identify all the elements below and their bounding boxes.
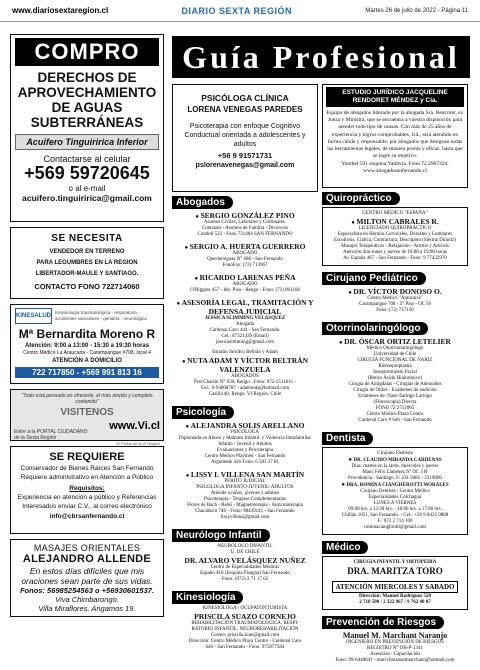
masajes-body: En estos días difíciles que mis oraciones sean parte de sus vidas. [21,566,153,586]
guide-column-b [322,84,468,668]
compro-contact-label: Contactarse al celular [43,154,131,164]
listing-line: lissyvillena@gmail.com [220,515,270,520]
listing-dentistas [322,447,468,535]
listing-line: Rinoseptoplastía [378,364,412,369]
listing-line: Especialista en Hernias Cervicales, Dorsales y Lumbares [338,232,452,237]
listing-line: REHABILITACIÓN TRAUMATOLÓGICA, RESPI- [191,621,299,626]
listing-line: jessicaslimming@gmail.com [215,340,275,345]
listing-name: ● LISSY I. VILLENA SAN MARTÍN [172,470,318,479]
psicologa-name: LORENA VENEGAS PAREDES [187,105,303,114]
listing-line: Chacabuco 746 - Fono: 98439141 - San Fernando [195,509,295,514]
masajes-title: MASAJES ORIENTALES [33,543,141,553]
kinesalud-hours: Atención: 9:00 a 13:00 - 15:30 a 19:30 horas [24,343,150,349]
listing-line: Dirección: Centro Médico Playa Centro - Cardenal Caro [188,639,302,644]
paper-name: DIARIO SEXTA REGIÓN [181,5,293,16]
requiere-body: Conservador de Bienes Raíces San Fernando Requiere administrativo en Atención a Público [20,465,154,481]
listing-line: Psicoterapia - Terapias Complementarias [204,497,286,502]
kinesalud-phones: 722 717850 - +569 991 813 16 [15,367,159,378]
listing-marchant [322,631,468,664]
psicologa-email[interactable]: pslorenavenegas@gmail.com [195,162,295,169]
page-header [0,0,480,22]
listing-line: Abogada [235,322,255,327]
listing-line: Infanto - Juvenil y Adultos [218,442,272,447]
listing-name: DR. ALVARO VELÁSQUEZ NUÑEZ [184,556,306,565]
kinesalud-logo [15,308,159,324]
ad-se-necesita [10,227,164,299]
masajes-phones: Fonos: 56985254563 o +56930601537. [19,586,155,595]
listing-ortiz [322,337,468,424]
listing-line[interactable]: rominacianghrotti@gmail.com [364,525,426,530]
listing-line: Asesorías - Capacitación [370,652,420,657]
section-dentista: Dentista [322,432,373,445]
listing-line: Atención días lunes y jueves de 16:00 a 19:00 horas [342,250,447,255]
section-medico: Médico [322,541,368,554]
listing-solis [172,421,318,466]
listing-line: Chillán 1051, San Fernando. - Cel.: +56 9 8423 9888 [341,513,449,518]
listing-name: ● ASESORÍA LEGAL, TRAMITACIÓN Y DEFENSA JUDICIAL [172,298,318,316]
listing-line: CIRUGÍA FUNCIONAL DE NARIZ [357,358,433,363]
ad-visitenos [10,389,164,446]
site-url[interactable]: www.diariosextaregion.cl [12,6,109,15]
necesita-contact: CONTACTO FONO 722714060 [34,282,140,291]
section-abogados: Abogados [172,196,233,209]
listing-name: ● DR. CLAUDIO MIRANDA CARDENAS [326,457,464,464]
guia-title: Guía Profesional [172,36,470,78]
listing-line: Manc Félix Lámenez Nº Of. 3 H [362,470,428,475]
listing-line: (Fibroscopía) Directa [373,400,417,405]
listing-line: O'Higgins 457 - Ido. Piso - Rengo - Fono: (72) 961168 [190,288,300,293]
section-psicologia: Psicología [172,406,234,419]
listing-line: F.: 072 2 714 100 [377,519,413,524]
listing-line: Centro Médico Plaza Centro [366,412,424,417]
estudio-juridico-box [322,84,468,188]
listing-line: NEUROLOGO INFANTIL [217,544,273,549]
listing-line: PSICOLOGA INFANTO-JUVENIL-ADULTOS [196,485,294,490]
listing-line: Cirujano Dentista - Centro Médico [360,489,430,494]
listing-line: Argomedo 426 Fono: 6 583 37 81 [211,460,279,465]
listing-line: Casilla 40. Rengo. VI Región. Chile [208,392,282,397]
listing-line: Escoliosis, Ciática, Contractura, Descopoto (Sierma Dinnitz) [334,238,456,243]
kinesalud-logo-mark: KINESALUD [15,308,52,324]
listing-line: PERITO JUDICIAL [224,479,266,484]
compro-body: DERECHOS DE APROVECHAMIENTO DE AGUAS SUBTERRÁNEAS [17,70,157,130]
listing-line: Cel.: 9-94008787 - adamnuta@hotmail.com [200,386,290,391]
listing-line: CIRUGIA INFANTIL Y ORTOPEDIA [353,560,437,565]
listing-line: Cardenal Caro # 646 - San Fernando [358,418,432,423]
listing-line: Fono: (072) 2 71 17 62 [221,577,269,582]
listing-line: Españo 410 (Esquina Pisagua) San Fernando [200,571,290,576]
listing-line: Providencia - Santiago. F: 231 9481 - 2319606 [348,476,442,481]
kinesalud-home-service: ATENCIÓN A DOMICILIO [52,358,122,364]
listing-name: ● SERGIO GONZÁLEZ PINO [172,211,318,220]
listing-name: ● RICARDO LARENAS PEÑA [172,273,318,282]
ad-kinesalud [10,304,164,384]
listing-villena [172,470,318,521]
listing-line: Carampangue 708 - 5° Piso - Of. 56 [359,302,431,307]
listing-line: (Retiro Ácido Hialurónico) [367,376,423,381]
listing-line: Centro Médico Playmed - San Fernando [204,454,286,459]
listing-line: REGISTRO N° OH-P-1341 [367,646,423,651]
listing-name: ● MILTON CABRALES R. [326,217,464,226]
listing-line: Días: martes en la tarde, miércoles y jueves [351,464,439,469]
listing-line: Inseptormiento Facial [373,370,417,375]
listing-line: Quechereguas N° 688 - San Fernando [207,257,283,262]
necesita-line-3: LIBERTADOR-MAULE Y SANTIAGO. [35,271,139,277]
masajes-name: ALEJANDRO ALLENDE [22,553,152,565]
compro-title: COMPRO [15,38,159,66]
listing-name: DRA. MARITZA TORO [347,566,443,576]
section-quiropractico: Quiropráctico [322,192,400,205]
requiere-req-body: Experiencia en atención a público y Referencias Interesados enviar C.V., al correo electrónico [17,494,157,510]
psicologa-desc: Psicoterapia con enfoque Cognitivo Conductual orientada a adolescentes y adultos [184,123,306,148]
ad-se-requiere [10,446,164,534]
section-neurologo: Neurólogo Infantil [172,529,270,542]
listing-toro [322,556,468,610]
listing-name: PRISCILA SUAZO CORNEJO [194,612,296,621]
listing-line: Cirujano Dentista [377,451,413,456]
issue-date: Martes 26 de julio de 2022 - Página 11 [365,7,468,14]
necesita-title: SE NECESITA [51,233,123,244]
listing-line: Universidad de Chile [373,352,417,357]
listing-line: CENTRO MÉDICO "ESPAÑA" [362,211,428,216]
compro-email[interactable]: acuifero.tinguiririca@gmail.com [22,193,152,203]
section-kinesiologia: Kinesiología [172,591,243,604]
listing-line: Fono: 99-6448841 - marcchmanuelmarchant@hotmail.com [335,658,455,663]
listing-line: Condell 522 - Fono 731464 SAN FERNANDO [197,232,293,237]
listing-line: PSICÓLOGA [230,430,260,435]
necesita-line-1: VENDEDOR EN TERRENO [49,249,125,255]
visitenos-url[interactable]: www.Vi.cl [109,420,160,432]
listing-line: Cel.: 87321439 (Email) [221,334,269,339]
psicologa-box [172,84,318,192]
visitenos-label: Entre a la PORTAL CIUDADANO de la Sexta Región [14,429,88,441]
listing-line: Especialidades Colchagua [368,495,422,500]
listing-name: ● NUTA ADAM Y VÍCTOR BELTRÁN VALENZUELA [172,356,318,374]
listing-line: RATORIO INFANTIL, NEUROREHABILITACIÓN [191,627,299,632]
listing-line: 09:00 hrs. a 13:30 hrs. - 16:00 hrs. a 17:00 hrs. [348,507,442,512]
listing-line: ABOGADOS [231,374,259,379]
listing-slimming [172,298,318,346]
listing-line: Centro de Especialidades Médicas [210,565,280,570]
visitenos-quote: "Todo está pensado en ofrecerle, el más amplio y completo contenido" [21,393,153,405]
attention-stamp: ATENCIÓN MIERCOLES Y SABADO [332,581,459,593]
section-cirujano-pediatrico: Cirujano Pediátrico [322,272,426,285]
listing-line: Dirección: Manuel Rodríguez 520 [359,594,431,599]
listing-line: Evaluaciones y Psicoterapia [216,448,274,453]
compro-phone: +569 59720645 [24,163,150,183]
requiere-title: SE REQUIERE [49,451,125,463]
listing-beltran-adam [172,350,318,398]
listing-line: LUNES A VIERNES [373,501,417,506]
listing-line: LICENCIADO QUIROPRÁCTICO [358,226,432,231]
listing-line: U. DE CHILE [230,550,260,555]
estudio-web[interactable]: www.abogadosanfernando.cl [363,168,427,175]
section-otorrino: Otorrinolaringólogo [322,322,428,335]
listing-gonzalez [172,211,318,238]
left-ads-column [10,34,164,622]
listing-line: Médico Otorrinolaringólogo [366,346,424,351]
compro-company: Acuifero Tinguiririca Inferior [15,134,159,150]
necesita-line-2: PARA LEGUMBRES EN LA REGION [36,260,138,266]
listing-line: 2 718 500 / 2 322 967 / 9 762 48 07 [359,600,431,605]
requiere-req-head: Requisitos: [69,485,105,492]
listing-line: Flores de Bach - Reiki - Magnetoterapia - Auriculoterapia [187,503,303,508]
listing-line: Asuntos Civiles, Laborales y Criminales. [203,220,287,225]
listing-line: JESSICA SLIMMING VELASQUEZ [204,316,286,321]
kinesalud-name: Mª Bernardita Moreno R [18,327,156,341]
estudio-head: ESTUDIO JURÍDICO JACQUELINE RENDORET MÉNDEZ y Cía. [326,87,464,107]
listing-line: Centro Médico "Araucaria" [367,296,423,301]
listing-line: Correo: priscilla.kine@gmail.com [210,633,280,638]
estudio-address: Yumbel 591 esquina Valdivia. Fono 72.2967424. [341,161,449,168]
listing-velasquez [172,544,318,583]
listing-line: Cirugía de Amígdalas - Cirugías de Adenoides [348,382,442,387]
masajes-addr-1: Viva Chimbarongo. [55,595,119,604]
listing-line: Masajes Terapéuticos - Relajación - Artritis y Artrosis [341,244,449,249]
masajes-addr-2: Villa Miraflores. Angamos 19. [38,604,136,613]
kinesalud-tags: Kinesiología traumatológica - respiratoria - accidentes vasculares - geriatria - neurológica [55,310,147,321]
listing-line: Atiende a niños, jóvenes y adultos [210,491,280,496]
listing-line: FONO 72 2712065 [375,406,415,411]
listing-name-2: ● DRA. ROMINA CIANGHEROTTI MORALES [326,482,464,489]
estudio-body: Equipo de abogados liderado por la abogada Sra. Rencoret, ex Jueza y Ministra, que se encuentra a vuestra disposición para atender todo tipo de causas. Con más de 25 años de experiencia y logros comprobables, Ud., será atendido en forma cálida y responsable, por abogados que designan todas las herramientas legales, de manera pronta y eficaz, hasta que se logre su objetivo. [326,110,464,160]
listing-huerta [172,242,318,269]
listing-line: FonoFax: (72) 713967 [222,263,268,268]
listing-suazo [172,606,318,651]
kinesalud-address: Centro Médico La Araucaria - Carampangue #708, local 4 [23,350,151,356]
listing-line: Cirugía de Oídos - Exámenes de audición [353,388,437,393]
visitenos-title: VISITENOS [60,407,114,418]
listing-name: ● ALEJANDRA SOLIS ARELLANO [172,421,318,430]
listing-line: Diplomada en Abuso y Maltrato Infantil. y Violencia Intrafamiliar [178,436,312,441]
listing-line: ABOGADO [232,282,258,287]
listing-larenas [172,273,318,294]
requiere-email[interactable]: info@cbrsanfernando.cl [49,513,125,520]
listing-line: KINESIOLOGA - OCUPATONTURISTA [202,606,288,611]
listing-line: INGENIERO EN PREVENCIÓN DE RIESGOS [345,640,445,645]
psicologa-title: PSICÓLOGA CLÍNICA [201,93,289,103]
ad-compro [10,34,164,222]
guide-column-a [172,84,318,655]
section-riesgos: Prevención de Riesgos [322,616,444,629]
listing-name: Manuel M. Marchant Naranjo [342,631,448,640]
ad-masajes [10,539,164,617]
listing-donoso [322,287,468,314]
listing-name: ● DR. ÓSCAR ORTIZ LETELIER [322,337,468,346]
psicologa-phone: +56 9 91571731 [217,151,273,160]
listing-line: Exámenes de: Naso-Faringo Laringo [358,394,432,399]
listing-line: Estudio Jurídico Beltrán y Adam [212,350,278,355]
listing-name: ● SERGIO A. HUERTA GUERRERO [172,242,318,251]
listing-line: Prat Chacón N° 030, Rengo - Fono: 072-2511611 - [193,380,297,385]
listing-cabrales [322,207,468,266]
listing-line: 646 - San Fernando - Fono: 975877584 [205,645,285,650]
visitenos-small: El Portal de la VI Región [116,441,160,446]
listing-line: Av. España 467 - San Fernando - Fono: 9 77432970 [343,256,447,261]
listing-line: Cardenal Caro 444 - San Fernando. [209,328,281,333]
listing-line: ABOGADO [232,251,258,256]
compro-or-email: o al e-mail [68,184,106,193]
listing-name: ● DR. VÍCTOR DONOSO O. [322,287,468,296]
listing-line: Contratos - Asuntos de Familia - Divorcios [201,226,289,231]
listing-line: Fono: (72) 717120 [376,308,414,313]
